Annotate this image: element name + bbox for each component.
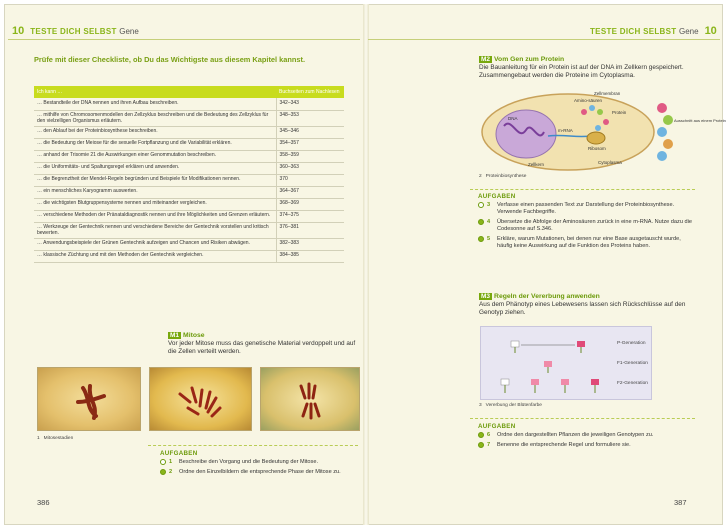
difficulty-dot-icon [478, 236, 484, 242]
checklist-pages: 382–383 [276, 238, 344, 250]
task-text: Beschreibe den Vorgang und die Bedeutung der Mitose. [179, 459, 319, 465]
difficulty-dot-icon [478, 432, 484, 438]
table-row [34, 198, 344, 210]
label-cytoplasm: Cytoplasma [598, 160, 622, 165]
m1-box [168, 332, 358, 356]
aufgaben-divider-right [470, 189, 695, 190]
mitosis-photo-1 [37, 367, 141, 431]
p-generation-flowers [511, 341, 585, 353]
aufgaben-right-2 [478, 423, 693, 452]
ribosome [587, 132, 605, 144]
mitosis-photo-3 [260, 367, 360, 431]
label-protein: Protein [612, 110, 627, 115]
task-item [160, 469, 360, 476]
checklist-intro: Prüfe mit dieser Checkliste, ob Du das Wichtigste aus diesem Kapitel kannst. [34, 55, 305, 64]
m2-text: Die Bauanleitung für ein Protein ist auf der DNA im Zellkern gespeichert. Zusammengebaut werden die Proteine im Cytoplasma. [479, 64, 684, 79]
m2-box [479, 56, 694, 80]
chromosome-drawing-1 [38, 368, 142, 432]
checklist-skill: … die Bedeutung der Meiose für die sexuelle Fortpflanzung und die Variabilität erklären. [34, 138, 276, 150]
page-number-right: 387 [674, 498, 687, 507]
checklist-skill: … die Begrenztheit der Mendel-Regeln begründen und Beispiele für Modifikationen nennen. [34, 174, 276, 186]
aufgaben-title-right: AUFGABEN [478, 193, 516, 200]
header-rule [8, 39, 360, 40]
m2-title: Vom Gen zum Protein [494, 56, 565, 63]
m3-text: Aus dem Phänotyp eines Lebewesens lassen sich Rückschlüsse auf den Genotyp ziehen. [479, 301, 686, 316]
checklist-pages: 374–375 [276, 210, 344, 222]
task-text: Erkläre, warum Mutationen, bei denen nur eine Base ausgetauscht wurde, häufig keine Auswirkung auf die Funktion des Proteins haben. [497, 236, 681, 249]
figure-3-caption: 3 Vererbung der Blütenfarbe [479, 403, 542, 408]
page-number-left: 386 [37, 498, 50, 507]
table-row [34, 174, 344, 186]
checklist-pages: 384–385 [276, 250, 344, 262]
inheritance-diagram [480, 326, 652, 400]
checklist-pages: 370 [276, 174, 344, 186]
task-text: Benenne die entsprechende Regel und formuliere sie. [497, 442, 631, 448]
table-row [34, 98, 344, 110]
task-item [478, 442, 693, 449]
label-excerpt: Ausschnitt aus einem Protein [674, 118, 726, 123]
m3-tag: M3 [481, 293, 491, 300]
chapter-number: 10 [12, 25, 25, 37]
checklist-skill: … Anwendungsbeispiele der Grünen Gentechnik aufzeigen und Chancen und Risiken abwägen. [34, 238, 276, 250]
aufgaben-title: AUFGABEN [160, 450, 198, 457]
table-header-skill: Ich kann … [34, 86, 276, 98]
table-row [34, 210, 344, 222]
label-p-generation: P-Generation [617, 341, 646, 346]
aufgaben-divider-right-2 [470, 418, 695, 419]
m3-title: Regeln der Vererbung anwenden [494, 293, 600, 300]
m3-box [479, 293, 694, 317]
checklist-skill: … anhand der Trisomie 21 die Auswirkungen einer Genommutation beschreiben. [34, 150, 276, 162]
task-number: 1 [169, 459, 173, 465]
checklist-skill: … mithilfe von Chromosomenmodellen den Zellzyklus beschreiben und die Bedeutung des Zellzyklus für den vielzelligen Organismus erläutern. [34, 110, 276, 126]
checklist-pages: 348–353 [276, 110, 344, 126]
figure-1-caption: 1 Mitosestadien [37, 436, 74, 441]
checklist-pages: 368–369 [276, 198, 344, 210]
checklist-skill: … verschiedene Methoden der Pränataldiagnostik nennen und ihre Möglichkeiten und Grenzen erläutern. [34, 210, 276, 222]
checklist-skill: … Werkzeuge der Gentechnik nennen und verschiedene Bereiche der Gentechnik vorstellen und kritisch bewerten. [34, 222, 276, 238]
aufgaben-title-right-2: AUFGABEN [478, 423, 516, 430]
task-number: 6 [487, 432, 491, 438]
difficulty-dot-icon [478, 219, 484, 225]
checklist-skill: … ein menschliches Karyogramm auswerten. [34, 186, 276, 198]
checklist-skill: … den Ablauf bei der Proteinbiosynthese beschreiben. [34, 126, 276, 138]
figure-2-caption: 2 Proteinbiosynthese [479, 174, 527, 179]
task-item [478, 236, 693, 250]
table-row [34, 186, 344, 198]
task-number: 2 [169, 469, 173, 475]
table-row [34, 150, 344, 162]
left-page-header [12, 25, 139, 37]
task-item [160, 459, 360, 466]
checklist-skill: … Bestandteile der DNA nennen und ihren Aufbau beschreiben. [34, 98, 276, 110]
table-row [34, 238, 344, 250]
table-row [34, 162, 344, 174]
m1-text: Vor jeder Mitose muss das genetische Material verdoppelt und auf die Zellen verteilt werden. [168, 340, 356, 355]
checklist-pages: 354–357 [276, 138, 344, 150]
protein-excerpt [657, 103, 673, 161]
checklist-pages: 358–359 [276, 150, 344, 162]
header-title: TESTE DICH SELBST Gene [30, 27, 139, 36]
label-nucleus: Zellkern [528, 162, 545, 167]
m2-tag: M2 [481, 56, 491, 63]
difficulty-dot-icon [478, 202, 484, 208]
mitosis-photo-2 [149, 367, 252, 431]
protein-synthesis-diagram [478, 86, 726, 172]
label-membrane: Zellmembran [594, 91, 621, 96]
checklist-table [34, 86, 344, 263]
aufgaben-right [478, 193, 693, 253]
m1-title: Mitose [183, 332, 205, 339]
table-row [34, 110, 344, 126]
label-ribosome: Ribosom [588, 146, 606, 151]
task-number: 3 [487, 202, 491, 208]
task-text: Verfasse einen passenden Text zur Darstellung der Proteinbiosynthese. Verwende Fachbegriffe. [497, 202, 675, 215]
chromosome-drawing-2 [150, 368, 253, 432]
cell-nucleus [496, 110, 556, 158]
chapter-number-right: 10 [704, 25, 717, 37]
table-row [34, 126, 344, 138]
task-number: 5 [487, 236, 491, 242]
book-gutter [363, 4, 369, 525]
label-f2-generation: F2-Generation [617, 381, 648, 386]
label-amino: Amino-säuren [574, 98, 603, 103]
table-row [34, 138, 344, 150]
label-mrna: m-RNA [558, 128, 573, 133]
f2-generation-flowers [501, 379, 599, 393]
difficulty-dot-icon [478, 442, 484, 448]
checklist-skill: … die Uniformitäts- und Spaltungsregel erklären und anwenden. [34, 162, 276, 174]
aufgaben-left [160, 450, 360, 479]
task-item [478, 219, 693, 233]
header-title-right: TESTE DICH SELBST Gene [590, 27, 699, 36]
task-item [478, 202, 693, 216]
task-number: 7 [487, 442, 491, 448]
chromosome-drawing-3 [261, 368, 361, 432]
difficulty-dot-icon [160, 469, 166, 475]
checklist-pages: 364–367 [276, 186, 344, 198]
checklist-pages: 345–346 [276, 126, 344, 138]
f1-generation-flowers [544, 361, 552, 373]
checklist-pages: 360–363 [276, 162, 344, 174]
task-text: Ordne den Einzelbildern die entsprechende Phase der Mitose zu. [179, 469, 341, 475]
checklist-skill: … die wichtigsten Blutgruppensysteme nennen und miteinander vergleichen. [34, 198, 276, 210]
task-item [478, 432, 693, 439]
checklist-pages: 376–381 [276, 222, 344, 238]
m1-tag: M1 [170, 332, 180, 339]
task-number: 4 [487, 219, 491, 225]
aufgaben-divider-left [148, 445, 358, 446]
difficulty-dot-icon [160, 459, 166, 465]
table-row [34, 222, 344, 238]
header-rule-right [368, 39, 720, 40]
checklist-skill: … klassische Züchtung und mit den Methoden der Gentechnik vergleichen. [34, 250, 276, 262]
table-header-pages: Buchseiten zum Nachlesen [276, 86, 344, 98]
checklist-pages: 342–343 [276, 98, 344, 110]
right-page-header [590, 25, 717, 37]
task-text: Ordne den dargestellten Pflanzen die jeweiligen Genotypen zu. [497, 432, 654, 438]
table-row [34, 250, 344, 262]
label-f1-generation: F1-Generation [617, 361, 648, 366]
label-dna: DNA [508, 116, 518, 121]
task-text: Übersetze die Abfolge der Aminosäuren zurück in eine m-RNA. Nutze dazu die Codesonne auf S.346. [497, 219, 692, 232]
